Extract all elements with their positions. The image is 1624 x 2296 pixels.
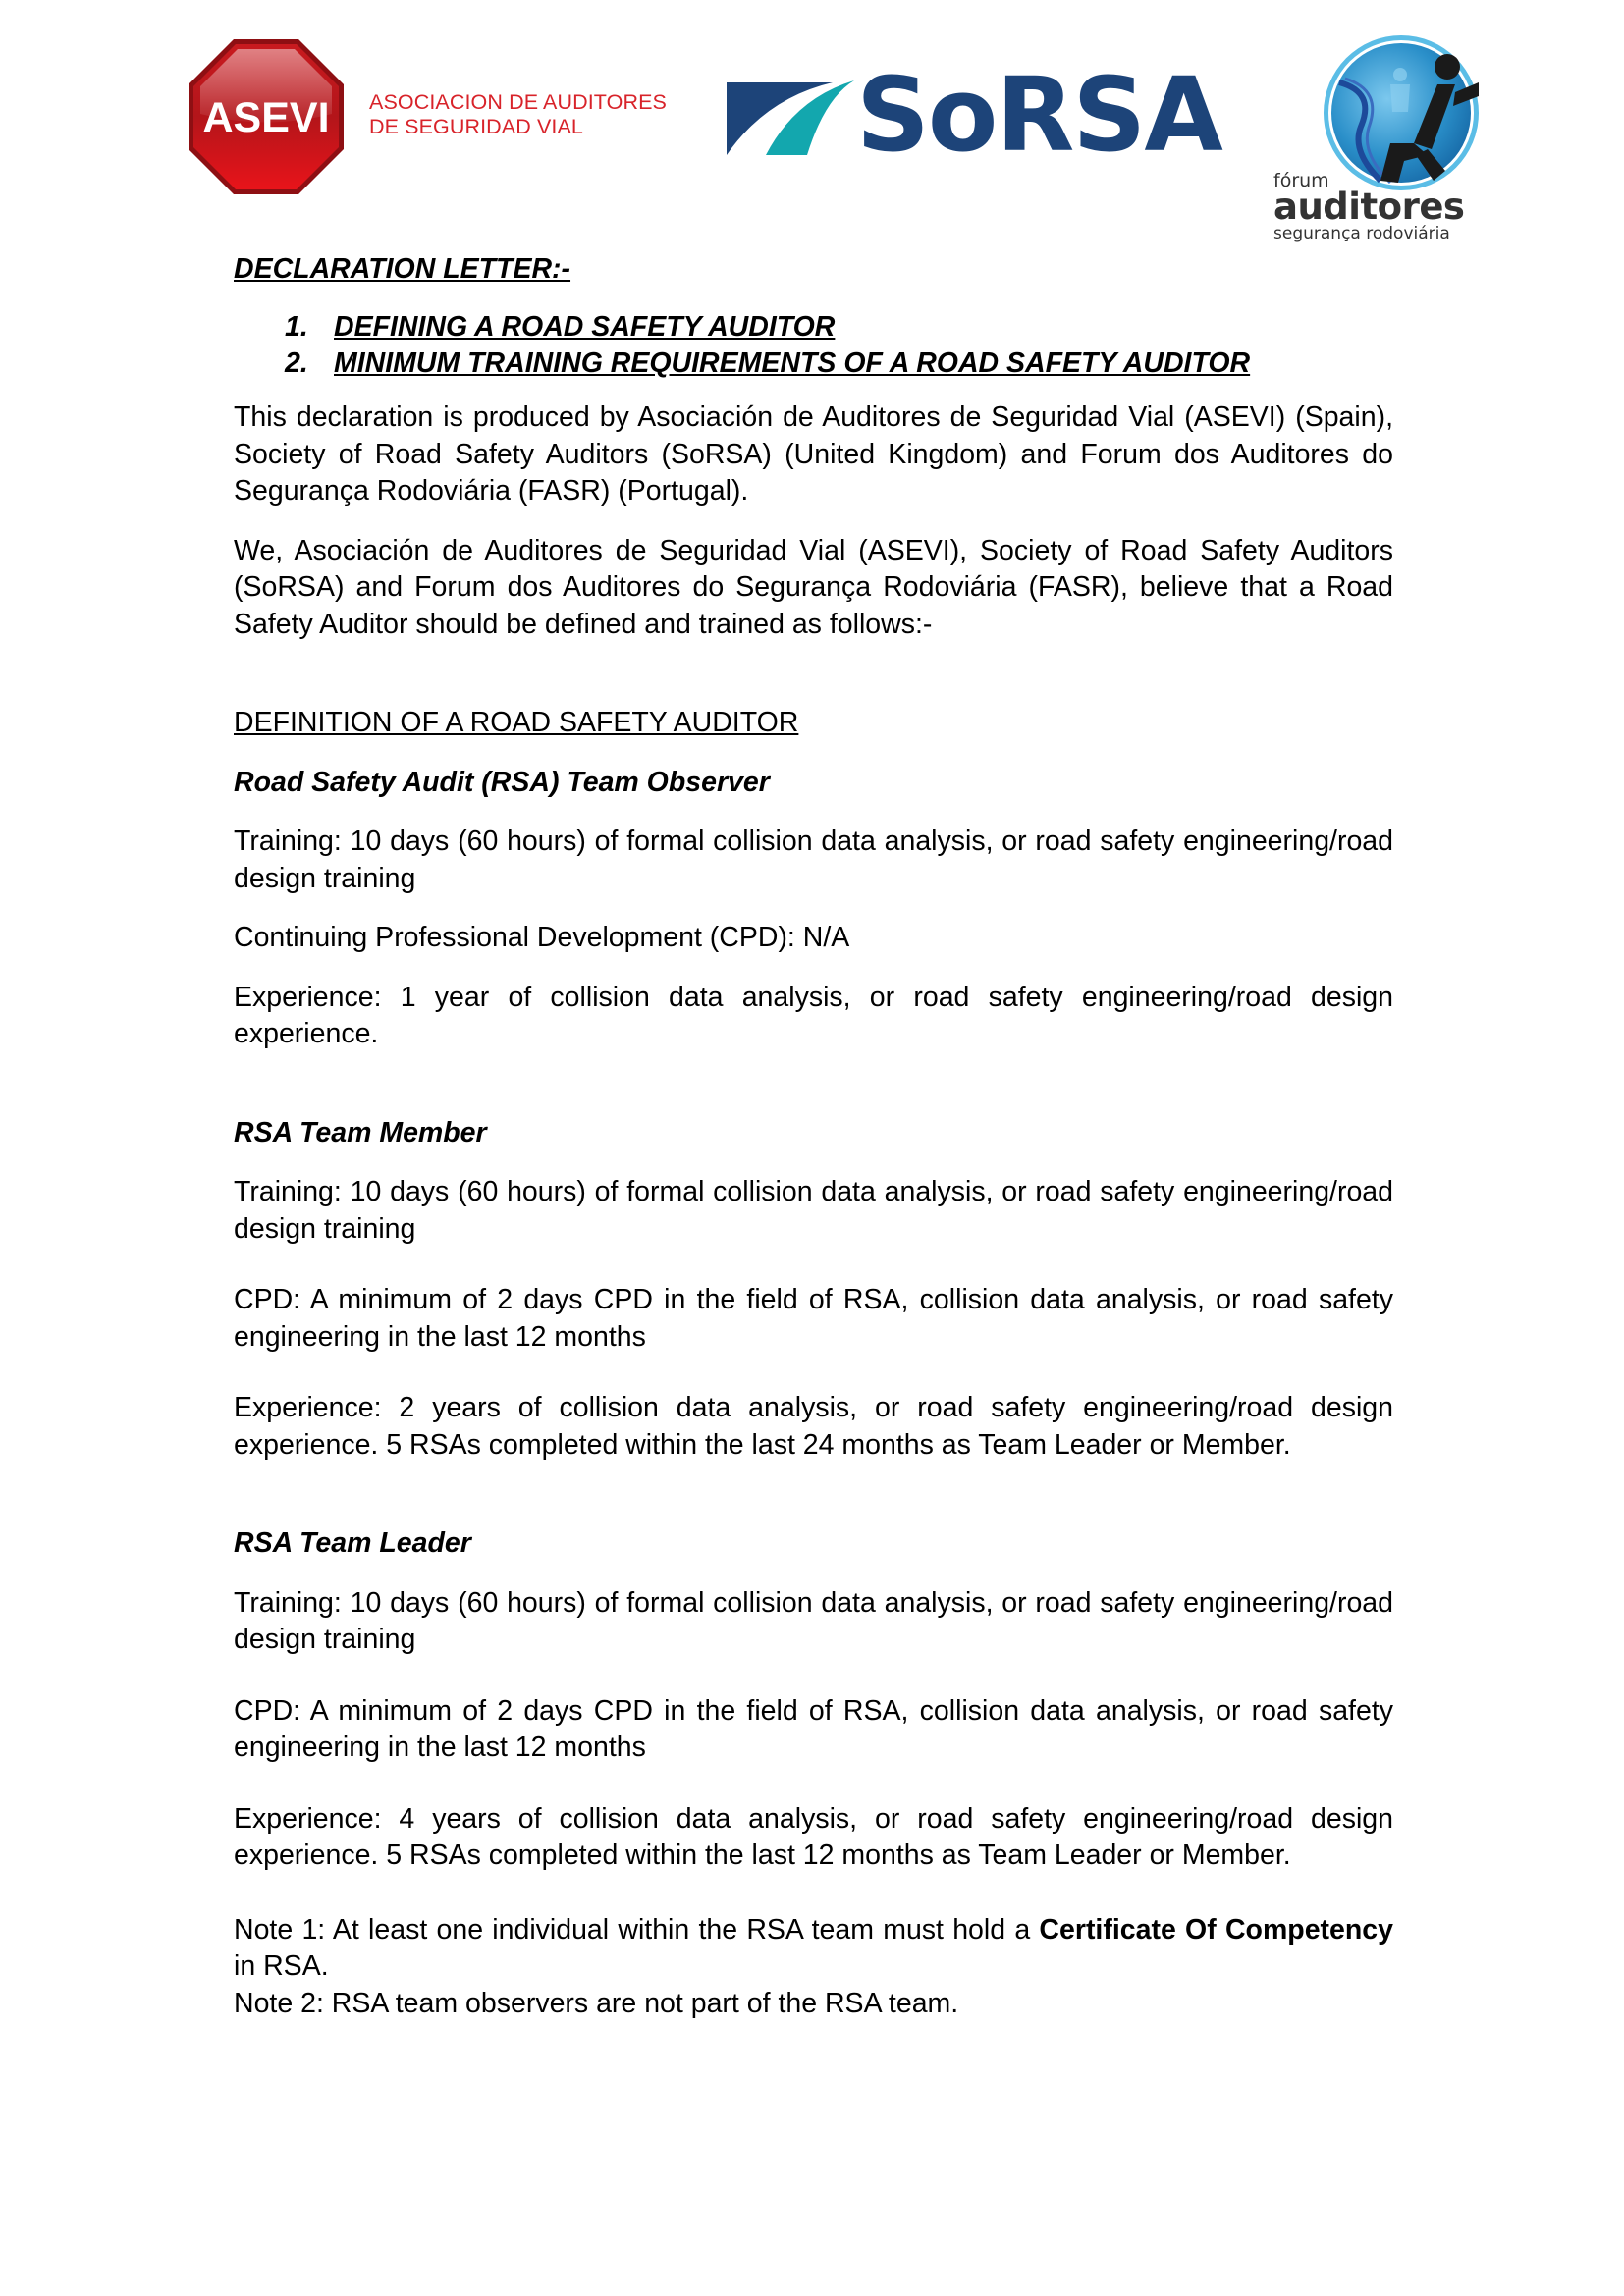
- role-section-leader: [234, 1525, 1393, 1875]
- toc-item-number: 2.: [285, 347, 308, 379]
- notes: [234, 1912, 1393, 2023]
- toc-item: [234, 309, 1393, 346]
- asevi-name: [369, 90, 667, 139]
- role-section-observer: [234, 765, 1393, 1053]
- toc-item-text: DEFINING A ROAD SAFETY AUDITOR: [334, 311, 836, 343]
- role-title: Road Safety Audit (RSA) Team Observer: [234, 766, 770, 798]
- forum-line-3: segurança rodoviária: [1273, 224, 1450, 243]
- intro-paragraph: We, Asociación de Auditores de Seguridad Vial (ASEVI), Society of Road Safety Auditors (SoRSA) and Forum dos Auditores do Segurança Rodoviária (FASR), believe that a Road Safety Auditor should be defined and trained as follows:-: [234, 534, 1393, 640]
- asevi-stop-sign-logo: [187, 37, 346, 196]
- role-cpd: CPD: A minimum of 2 days CPD in the field of RSA, collision data analysis, or road safety engineering in the last 12 months: [234, 1694, 1393, 1763]
- toc-item-number: 1.: [285, 311, 308, 343]
- role-training: Training: 10 days (60 hours) of formal collision data analysis, or road safety engineering/road design training: [234, 1176, 1393, 1245]
- note-1-emphasis: Certificate Of Competency: [1039, 1913, 1393, 1946]
- role-experience: Experience: 2 years of collision data analysis, or road safety engineering/road design experience. 5 RSAs completed within the last 24 months as Team Leader or Member.: [234, 1392, 1393, 1461]
- role-experience: Experience: 4 years of collision data analysis, or road safety engineering/road design experience. 5 RSAs completed within the last 12 months as Team Leader or Member.: [234, 1802, 1393, 1871]
- forum-line-1: fórum: [1273, 170, 1329, 191]
- document-title: DECLARATION LETTER:-: [234, 253, 571, 285]
- asevi-name-line-1: ASOCIACION DE AUDITORES: [369, 90, 667, 114]
- note-1: [234, 1912, 1393, 1986]
- forum-auditores-emblem: [1322, 33, 1481, 192]
- role-cpd: CPD: A minimum of 2 days CPD in the field of RSA, collision data analysis, or road safety engineering in the last 12 months: [234, 1284, 1393, 1353]
- toc-item-text: MINIMUM TRAINING REQUIREMENTS OF A ROAD SAFETY AUDITOR: [334, 347, 1251, 379]
- note-1-prefix: Note 1: At least one individual within the RSA team must hold a: [234, 1913, 1040, 1946]
- role-experience: Experience: 1 year of collision data analysis, or road safety engineering/road design experience.: [234, 981, 1393, 1049]
- note-1-suffix: in RSA.: [234, 1950, 329, 1982]
- toc-item: [234, 346, 1393, 382]
- forum-auditores-logo-text: [1273, 171, 1464, 243]
- asevi-badge-text: ASEVI: [202, 94, 330, 141]
- asevi-name-line-2: DE SEGURIDAD VIAL: [369, 115, 583, 138]
- role-section-member: [234, 1115, 1393, 1465]
- forum-line-2: auditores: [1273, 186, 1465, 228]
- sorsa-wordmark: SoRSA: [856, 55, 1221, 175]
- sorsa-road-icon: [727, 79, 854, 157]
- role-title: RSA Team Leader: [234, 1527, 471, 1559]
- logo-header: [0, 0, 1624, 250]
- document-body: [234, 251, 1393, 2022]
- role-cpd: Continuing Professional Development (CPD): N/A: [234, 922, 850, 953]
- role-title: RSA Team Member: [234, 1116, 487, 1148]
- note-2: Note 2: RSA team observers are not part of the RSA team.: [234, 1987, 959, 2019]
- role-training: Training: 10 days (60 hours) of formal collision data analysis, or road safety engineering/road design training: [234, 826, 1393, 894]
- section-heading: DEFINITION OF A ROAD SAFETY AUDITOR: [234, 707, 799, 738]
- intro-paragraph: This declaration is produced by Asociación de Auditores de Seguridad Vial (ASEVI) (Spain), Society of Road Safety Auditors (SoRSA) (United Kingdom) and Forum dos Auditores do Segurança Rodoviária (FASR) (Portugal).: [234, 401, 1393, 507]
- table-of-contents: [234, 309, 1393, 382]
- role-training: Training: 10 days (60 hours) of formal collision data analysis, or road safety engineering/road design training: [234, 1586, 1393, 1655]
